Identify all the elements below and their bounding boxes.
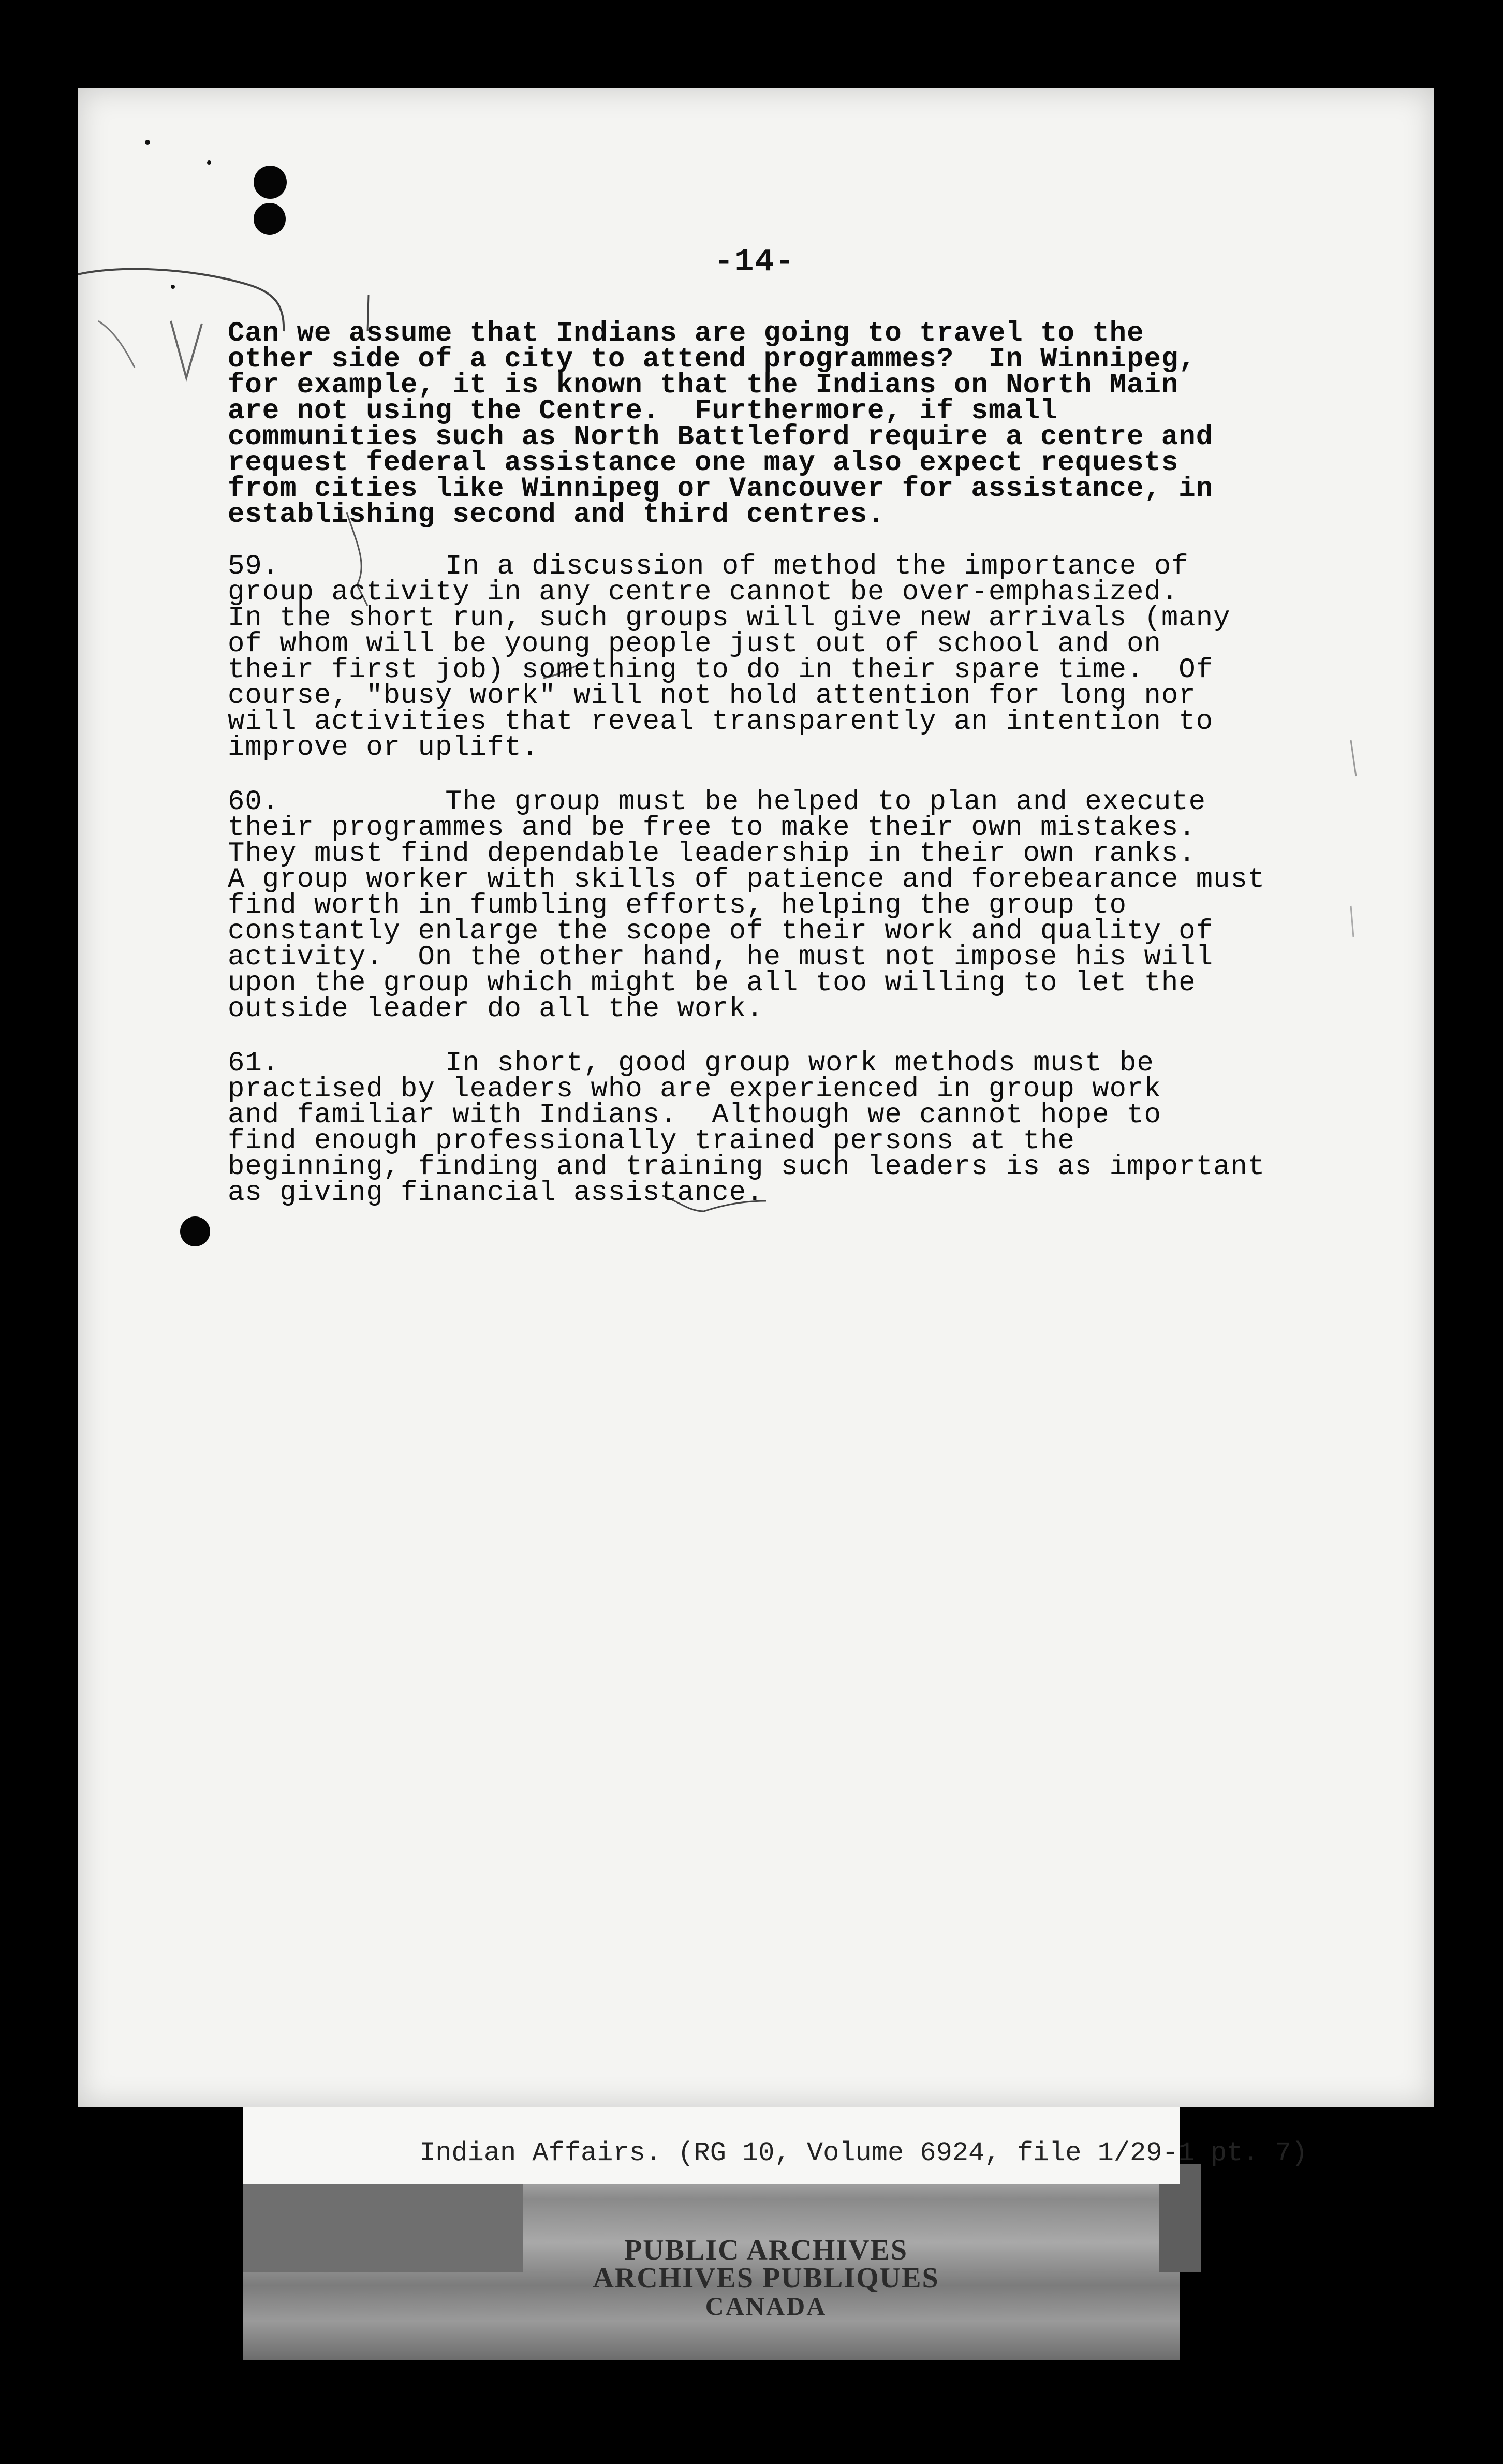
paragraph-number: 61. [228,1048,280,1079]
text-line: and familiar with Indians. Although we cannot hope to [228,1099,1161,1131]
text-line: other side of a city to attend programmes? In Winnipeg, [228,344,1196,375]
text-line: 60. The group must be helped to plan and execute [228,786,1206,818]
text-line: request federal assistance one may also expect requests [228,447,1179,479]
text-line: find worth in fumbling efforts, helping the group to [228,890,1127,921]
text-line: find enough professionally trained persons at the [228,1125,1075,1157]
paragraph-number: 59. [228,551,280,582]
text-line: A group worker with skills of patience and forebearance must [228,864,1265,896]
text-line: their first job) something to do in their spare time. Of [228,654,1214,686]
text-line: Can we assume that Indians are going to travel to the [228,318,1144,349]
text-line: of whom will be young people just out of school and on [228,628,1161,660]
text-line: They must find dependable leadership in their own ranks. [228,838,1196,870]
text-line: are not using the Centre. Furthermore, if small [228,395,1058,427]
text-line: from cities like Winnipeg or Vancouver for assistance, in [228,473,1214,505]
paragraph-59 [228,551,1366,764]
text-line: 59. In a discussion of method the importance of [228,551,1189,582]
text-line: outside leader do all the work. [228,993,764,1025]
text-line: establishing second and third centres. [228,499,885,531]
text-line: improve or uplift. [228,732,539,764]
public-archives-stamp [559,2236,973,2320]
text-line: beginning, finding and training such leaders is as important [228,1151,1265,1183]
text-line: course, "busy work" will not hold attention for long nor [228,680,1196,712]
document-page [78,88,1434,2107]
text-line: upon the group which might be all too willing to let the [228,967,1196,999]
text-line: activity. On the other hand, he must not impose his will [228,942,1214,973]
paragraph-58-continued [228,318,1366,531]
text-line: communities such as North Battleford require a centre and [228,421,1214,453]
text-line: constantly enlarge the scope of their work and quality of [228,916,1214,947]
paragraph-61 [228,1048,1366,1209]
stamp-line-1: PUBLIC ARCHIVES [624,2234,908,2266]
archive-reference-label [243,2107,1308,2184]
text-line: practised by leaders who are experienced in group work [228,1074,1161,1105]
paragraph-number: 60. [228,786,280,818]
text-line: 61. In short, good group work methods must be [228,1048,1154,1079]
page-number: -14- [714,243,795,280]
text-line: for example, it is known that the Indians on North Main [228,370,1179,401]
text-line: group activity in any centre cannot be over-emphasized. [228,577,1179,608]
stamp-line-3: CANADA [705,2292,827,2321]
paragraph-60 [228,786,1366,1025]
archive-reference-text: Indian Affairs. (RG 10, Volume 6924, file 1/29-1 pt. 7) [419,2138,1308,2168]
text-line: will activities that reveal transparently an intention to [228,706,1214,738]
text-line: as giving financial assistance. [228,1177,764,1209]
stamp-line-2: ARCHIVES PUBLIQUES [593,2262,939,2294]
text-line: In the short run, such groups will give new arrivals (many [228,603,1231,634]
text-line: their programmes and be free to make their own mistakes. [228,812,1196,844]
